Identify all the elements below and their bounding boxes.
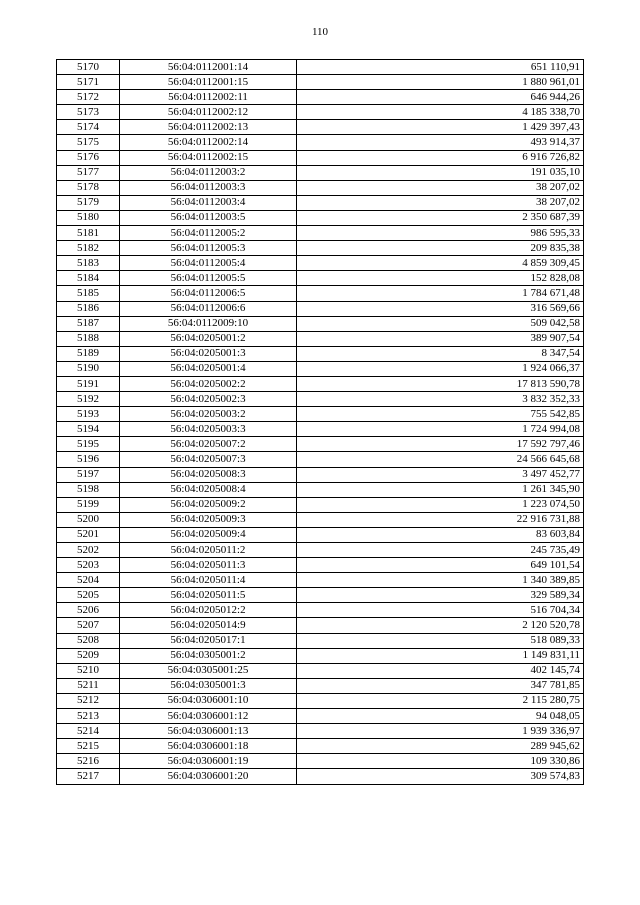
cadastral-number-cell: 56:04:0112005:5 (120, 271, 297, 286)
cadastral-number-cell: 56:04:0205011:3 (120, 558, 297, 573)
row-number-cell: 5212 (57, 693, 120, 708)
row-number-cell: 5209 (57, 648, 120, 663)
row-number-cell: 5174 (57, 120, 120, 135)
cadastral-number-cell: 56:04:0306001:13 (120, 724, 297, 739)
cadastral-value-cell: 94 048,05 (297, 709, 584, 724)
cadastral-value-cell: 509 042,58 (297, 316, 584, 331)
row-number-cell: 5192 (57, 392, 120, 407)
cadastral-number-cell: 56:04:0112009:10 (120, 316, 297, 331)
row-number-cell: 5216 (57, 754, 120, 769)
cadastral-value-cell: 2 115 280,75 (297, 693, 584, 708)
row-number-cell: 5210 (57, 663, 120, 678)
cadastral-number-cell: 56:04:0112006:6 (120, 301, 297, 316)
cadastral-value-cell: 329 589,34 (297, 588, 584, 603)
table-row (57, 663, 584, 678)
cadastral-number-cell: 56:04:0112005:4 (120, 256, 297, 271)
cadastral-number-cell: 56:04:0205001:2 (120, 331, 297, 346)
cadastral-number-cell: 56:04:0112003:3 (120, 180, 297, 195)
row-number-cell: 5202 (57, 543, 120, 558)
row-number-cell: 5196 (57, 452, 120, 467)
cadastral-number-cell: 56:04:0112003:5 (120, 210, 297, 225)
table-row (57, 512, 584, 527)
row-number-cell: 5172 (57, 90, 120, 105)
cadastral-value-cell: 38 207,02 (297, 195, 584, 210)
row-number-cell: 5205 (57, 588, 120, 603)
row-number-cell: 5173 (57, 105, 120, 120)
table-row (57, 543, 584, 558)
cadastral-value-cell: 402 145,74 (297, 663, 584, 678)
table-row (57, 210, 584, 225)
table-row (57, 497, 584, 512)
table-row (57, 180, 584, 195)
row-number-cell: 5183 (57, 256, 120, 271)
row-number-cell: 5176 (57, 150, 120, 165)
cadastral-value-cell: 83 603,84 (297, 527, 584, 542)
row-number-cell: 5181 (57, 226, 120, 241)
row-number-cell: 5213 (57, 709, 120, 724)
cadastral-value-cell: 516 704,34 (297, 603, 584, 618)
cadastral-number-cell: 56:04:0305001:2 (120, 648, 297, 663)
table-row (57, 135, 584, 150)
cadastral-number-cell: 56:04:0112001:14 (120, 60, 297, 75)
cadastral-value-cell: 649 101,54 (297, 558, 584, 573)
table-row (57, 618, 584, 633)
row-number-cell: 5207 (57, 618, 120, 633)
cadastral-value-cell: 1 261 345,90 (297, 482, 584, 497)
cadastral-value-cell: 22 916 731,88 (297, 512, 584, 527)
cadastral-number-cell: 56:04:0112002:13 (120, 120, 297, 135)
cadastral-number-cell: 56:04:0205003:2 (120, 407, 297, 422)
table-row (57, 271, 584, 286)
table-row (57, 588, 584, 603)
table-row (57, 527, 584, 542)
cadastral-value-cell: 1 939 336,97 (297, 724, 584, 739)
cadastral-value-cell: 1 784 671,48 (297, 286, 584, 301)
row-number-cell: 5178 (57, 180, 120, 195)
table-row (57, 165, 584, 180)
row-number-cell: 5190 (57, 361, 120, 376)
table-row (57, 316, 584, 331)
row-number-cell: 5175 (57, 135, 120, 150)
table-row (57, 286, 584, 301)
table-row (57, 105, 584, 120)
cadastral-value-cell: 316 569,66 (297, 301, 584, 316)
cadastral-number-cell: 56:04:0112002:15 (120, 150, 297, 165)
cadastral-number-cell: 56:04:0306001:20 (120, 769, 297, 784)
row-number-cell: 5203 (57, 558, 120, 573)
table-row (57, 361, 584, 376)
table-row (57, 331, 584, 346)
row-number-cell: 5204 (57, 573, 120, 588)
cadastral-number-cell: 56:04:0305001:25 (120, 663, 297, 678)
cadastral-number-cell: 56:04:0306001:18 (120, 739, 297, 754)
row-number-cell: 5170 (57, 60, 120, 75)
row-number-cell: 5194 (57, 422, 120, 437)
table-row (57, 769, 584, 784)
row-number-cell: 5198 (57, 482, 120, 497)
cadastral-number-cell: 56:04:0205003:3 (120, 422, 297, 437)
cadastral-number-cell: 56:04:0205012:2 (120, 603, 297, 618)
table-row (57, 633, 584, 648)
table-body (57, 60, 584, 785)
table-row (57, 573, 584, 588)
cadastral-number-cell: 56:04:0112001:15 (120, 75, 297, 90)
cadastral-number-cell: 56:04:0112005:3 (120, 241, 297, 256)
row-number-cell: 5199 (57, 497, 120, 512)
cadastral-value-cell: 24 566 645,68 (297, 452, 584, 467)
row-number-cell: 5186 (57, 301, 120, 316)
cadastral-value-cell: 4 185 338,70 (297, 105, 584, 120)
row-number-cell: 5214 (57, 724, 120, 739)
cadastral-number-cell: 56:04:0205001:4 (120, 361, 297, 376)
table-row (57, 467, 584, 482)
cadastral-number-cell: 56:04:0205009:3 (120, 512, 297, 527)
row-number-cell: 5182 (57, 241, 120, 256)
cadastral-number-cell: 56:04:0306001:10 (120, 693, 297, 708)
table-row (57, 678, 584, 693)
cadastral-value-cell: 109 330,86 (297, 754, 584, 769)
row-number-cell: 5191 (57, 376, 120, 391)
cadastral-number-cell: 56:04:0205002:3 (120, 392, 297, 407)
cadastral-value-cell: 309 574,83 (297, 769, 584, 784)
cadastral-number-cell: 56:04:0205002:2 (120, 376, 297, 391)
cadastral-number-cell: 56:04:0306001:19 (120, 754, 297, 769)
cadastral-value-cell: 1 429 397,43 (297, 120, 584, 135)
cadastral-value-cell: 646 944,26 (297, 90, 584, 105)
cadastral-value-cell: 17 592 797,46 (297, 437, 584, 452)
cadastral-number-cell: 56:04:0205017:1 (120, 633, 297, 648)
row-number-cell: 5185 (57, 286, 120, 301)
table-row (57, 709, 584, 724)
table-row (57, 558, 584, 573)
cadastral-number-cell: 56:04:0112003:4 (120, 195, 297, 210)
cadastral-value-cell: 986 595,33 (297, 226, 584, 241)
table-row (57, 376, 584, 391)
cadastral-value-cell: 755 542,85 (297, 407, 584, 422)
table-row (57, 724, 584, 739)
cadastral-value-cell: 2 120 520,78 (297, 618, 584, 633)
cadastral-value-table (56, 59, 584, 785)
cadastral-number-cell: 56:04:0305001:3 (120, 678, 297, 693)
table-row (57, 754, 584, 769)
cadastral-number-cell: 56:04:0205011:2 (120, 543, 297, 558)
table-row (57, 195, 584, 210)
cadastral-number-cell: 56:04:0205007:2 (120, 437, 297, 452)
cadastral-value-cell: 245 735,49 (297, 543, 584, 558)
table-row (57, 301, 584, 316)
row-number-cell: 5208 (57, 633, 120, 648)
cadastral-value-cell: 3 832 352,33 (297, 392, 584, 407)
cadastral-value-cell: 38 207,02 (297, 180, 584, 195)
cadastral-number-cell: 56:04:0112002:11 (120, 90, 297, 105)
cadastral-value-cell: 1 340 389,85 (297, 573, 584, 588)
cadastral-value-cell: 289 945,62 (297, 739, 584, 754)
table-row (57, 226, 584, 241)
row-number-cell: 5195 (57, 437, 120, 452)
table-row (57, 392, 584, 407)
cadastral-value-cell: 3 497 452,77 (297, 467, 584, 482)
cadastral-value-cell: 6 916 726,82 (297, 150, 584, 165)
cadastral-number-cell: 56:04:0306001:12 (120, 709, 297, 724)
cadastral-number-cell: 56:04:0205011:5 (120, 588, 297, 603)
cadastral-number-cell: 56:04:0205009:2 (120, 497, 297, 512)
table-row (57, 739, 584, 754)
cadastral-value-cell: 1 724 994,08 (297, 422, 584, 437)
row-number-cell: 5200 (57, 512, 120, 527)
cadastral-number-cell: 56:04:0205008:3 (120, 467, 297, 482)
table-row (57, 90, 584, 105)
table-row (57, 422, 584, 437)
row-number-cell: 5184 (57, 271, 120, 286)
row-number-cell: 5197 (57, 467, 120, 482)
cadastral-number-cell: 56:04:0112002:14 (120, 135, 297, 150)
cadastral-value-cell: 493 914,37 (297, 135, 584, 150)
row-number-cell: 5188 (57, 331, 120, 346)
table-row (57, 346, 584, 361)
cadastral-value-cell: 1 149 831,11 (297, 648, 584, 663)
cadastral-number-cell: 56:04:0205007:3 (120, 452, 297, 467)
cadastral-value-cell: 2 350 687,39 (297, 210, 584, 225)
row-number-cell: 5217 (57, 769, 120, 784)
row-number-cell: 5180 (57, 210, 120, 225)
row-number-cell: 5211 (57, 678, 120, 693)
row-number-cell: 5187 (57, 316, 120, 331)
row-number-cell: 5189 (57, 346, 120, 361)
table-row (57, 60, 584, 75)
table-row (57, 452, 584, 467)
cadastral-value-cell: 1 924 066,37 (297, 361, 584, 376)
cadastral-number-cell: 56:04:0205001:3 (120, 346, 297, 361)
table-row (57, 693, 584, 708)
table-row (57, 256, 584, 271)
cadastral-value-cell: 1 880 961,01 (297, 75, 584, 90)
cadastral-value-cell: 8 347,54 (297, 346, 584, 361)
row-number-cell: 5171 (57, 75, 120, 90)
cadastral-value-cell: 389 907,54 (297, 331, 584, 346)
row-number-cell: 5193 (57, 407, 120, 422)
table-row (57, 241, 584, 256)
cadastral-value-cell: 1 223 074,50 (297, 497, 584, 512)
row-number-cell: 5201 (57, 527, 120, 542)
cadastral-number-cell: 56:04:0112006:5 (120, 286, 297, 301)
row-number-cell: 5179 (57, 195, 120, 210)
table-row (57, 603, 584, 618)
cadastral-value-cell: 518 089,33 (297, 633, 584, 648)
row-number-cell: 5177 (57, 165, 120, 180)
row-number-cell: 5215 (57, 739, 120, 754)
cadastral-value-cell: 191 035,10 (297, 165, 584, 180)
cadastral-value-cell: 347 781,85 (297, 678, 584, 693)
table-row (57, 150, 584, 165)
cadastral-number-cell: 56:04:0205009:4 (120, 527, 297, 542)
cadastral-number-cell: 56:04:0205014:9 (120, 618, 297, 633)
row-number-cell: 5206 (57, 603, 120, 618)
cadastral-value-cell: 4 859 309,45 (297, 256, 584, 271)
table-row (57, 75, 584, 90)
cadastral-number-cell: 56:04:0205011:4 (120, 573, 297, 588)
cadastral-number-cell: 56:04:0112003:2 (120, 165, 297, 180)
cadastral-number-cell: 56:04:0112002:12 (120, 105, 297, 120)
table-row (57, 482, 584, 497)
cadastral-value-cell: 152 828,08 (297, 271, 584, 286)
table-row (57, 120, 584, 135)
cadastral-number-cell: 56:04:0205008:4 (120, 482, 297, 497)
cadastral-value-cell: 651 110,91 (297, 60, 584, 75)
table-row (57, 648, 584, 663)
cadastral-value-cell: 17 813 590,78 (297, 376, 584, 391)
table-row (57, 407, 584, 422)
cadastral-number-cell: 56:04:0112005:2 (120, 226, 297, 241)
cadastral-value-cell: 209 835,38 (297, 241, 584, 256)
table-row (57, 437, 584, 452)
page-number: 110 (311, 26, 329, 38)
